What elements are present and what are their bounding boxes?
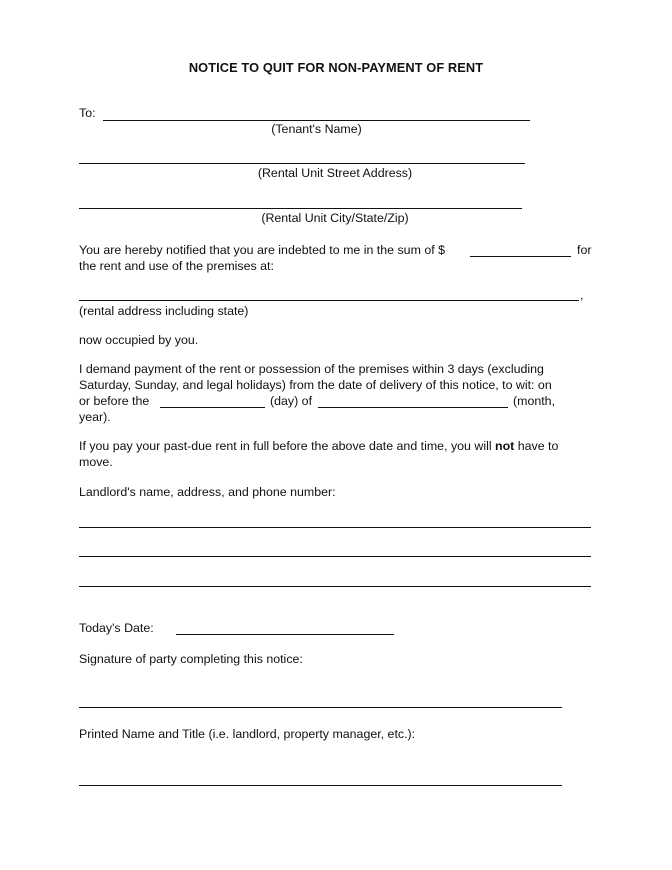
city-state-zip-caption: (Rental Unit City/State/Zip) <box>261 211 409 225</box>
demand-line-3-start: or before the <box>79 394 150 408</box>
street-address-caption: (Rental Unit Street Address) <box>257 166 413 180</box>
demand-line-2: Saturday, Sunday, and legal holidays) from the date of delivery of this notice, to wit: on <box>79 378 552 392</box>
month-year-line[interactable] <box>318 407 508 408</box>
rental-address-line[interactable] <box>79 300 579 301</box>
to-label: To: <box>79 106 96 120</box>
pay-text-bold: not <box>495 439 515 453</box>
pay-text-line-2: move. <box>79 455 113 469</box>
printed-name-line[interactable] <box>79 785 562 786</box>
signature-label: Signature of party completing this notice: <box>79 652 303 666</box>
rental-address-comma: , <box>580 288 584 302</box>
form-title: NOTICE TO QUIT FOR NON-PAYMENT OF RENT <box>188 60 484 75</box>
day-line[interactable] <box>160 407 265 408</box>
indebted-text: You are hereby notified that you are indebted to me in the sum of $ <box>79 243 445 257</box>
printed-name-label: Printed Name and Title (i.e. landlord, property manager, etc.): <box>79 727 416 741</box>
landlord-label: Landlord's name, address, and phone number: <box>79 485 336 499</box>
amount-line[interactable] <box>470 256 571 257</box>
demand-line-3-month: (month, <box>513 394 556 408</box>
pay-text-end: have to <box>517 439 559 453</box>
demand-line-4: year). <box>79 410 111 424</box>
landlord-line-1[interactable] <box>79 527 591 528</box>
todays-date-line[interactable] <box>176 634 394 635</box>
pay-text <box>79 439 558 453</box>
tenant-name-line[interactable] <box>103 120 530 121</box>
landlord-line-2[interactable] <box>79 556 591 557</box>
rental-address-caption: (rental address including state) <box>79 304 249 318</box>
demand-line-3-day: (day) of <box>270 394 313 408</box>
tenant-name-caption: (Tenant's Name) <box>271 122 362 136</box>
street-address-line[interactable] <box>79 163 525 164</box>
demand-line-1: I demand payment of the rent or possession of the premises within 3 days (excluding <box>79 362 544 376</box>
landlord-line-3[interactable] <box>79 586 591 587</box>
indebted-line2: the rent and use of the premises at: <box>79 259 274 273</box>
todays-date-label: Today's Date: <box>79 621 154 635</box>
pay-text-start: If you pay your past-due rent in full before the above date and time, you will <box>79 439 492 453</box>
city-state-zip-line[interactable] <box>79 208 522 209</box>
occupied-text: now occupied by you. <box>79 333 199 347</box>
signature-line[interactable] <box>79 707 562 708</box>
indebted-for: for <box>577 243 592 257</box>
